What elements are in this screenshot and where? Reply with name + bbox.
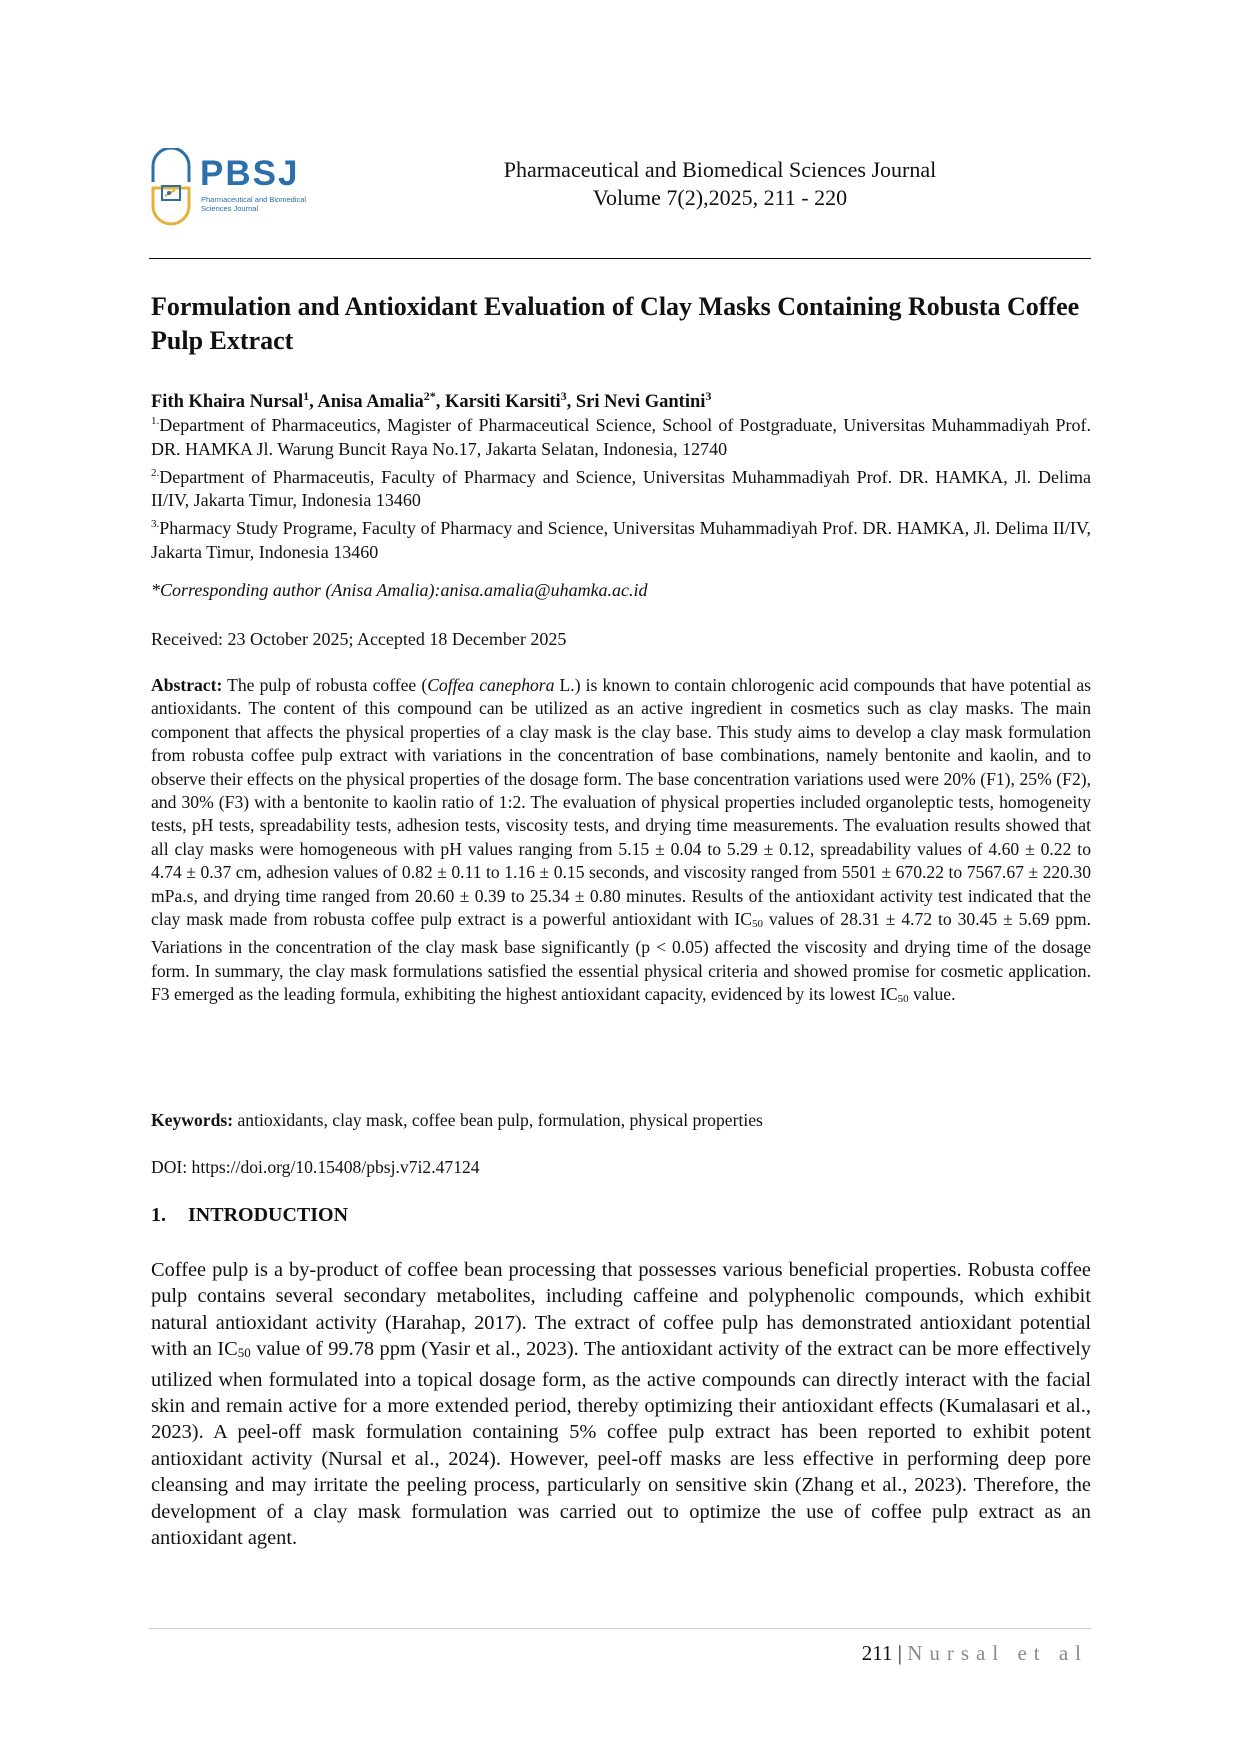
abstract: [151, 674, 1091, 1012]
logo-wordmark: PBSJ: [200, 154, 300, 193]
paragraph-text: value of 99.78 ppm (Yasir et al., 2023). The antioxidant activity of the extract can be more effectively utilized when formulated into a topical dosage form, as the active compounds can directly interact with the facial skin and remain active for a more extended period, thereby optimizing their antioxidant effects (Kumalasari et al., 2023). A peel-off mask formulation containing 5% coffee pulp extract has been reported to exhibit potent antioxidant activity (Nursal et al., 2024). However, peel-off masks are less effective in performing deep pore cleansing and may irritate the peeling process, particularly on sensitive skin (Zhang et al., 2023). Therefore, the development of a clay mask formulation was carried out to optimize the use of coffee pulp extract as an antioxidant agent.: [151, 1338, 1091, 1550]
keywords-text: antioxidants, clay mask, coffee bean pulp, formulation, physical properties: [233, 1110, 763, 1130]
journal-logo: [148, 148, 308, 228]
affiliation-list: [151, 410, 1091, 565]
paper-title: Formulation and Antioxidant Evaluation of Clay Masks Containing Robusta Coffee Pulp Extract: [151, 292, 1080, 355]
running-author: Nursal et al: [907, 1641, 1088, 1665]
affiliation-number: 2.: [151, 466, 160, 479]
footer-divider: [149, 1628, 1091, 1629]
affiliation: [151, 410, 1091, 462]
footer-separator: |: [892, 1641, 908, 1665]
affiliation: [151, 462, 1091, 514]
affiliation: [151, 513, 1091, 565]
abstract-label: Abstract:: [151, 675, 223, 695]
subscript: 50: [237, 1345, 251, 1361]
affiliation-text: Department of Pharmaceutis, Faculty of Pharmacy and Science, Universitas Muhammadiyah Prof. DR. HAMKA, Jl. Delima II/IV, Jakarta Timur, Indonesia 13460: [151, 466, 1091, 511]
species-name: Coffea canephora: [427, 675, 555, 695]
author-name: Sri Nevi Gantini: [575, 392, 706, 413]
author-affiliation-marker: 3: [705, 389, 712, 403]
journal-name: Pharmaceutical and Biomedical Sciences Journal: [503, 157, 937, 182]
subscript: 50: [897, 993, 909, 1006]
author-list: Fith Khaira Nursal$^1$, Anisa Amalia$^{2*}$, Karsiti Karsiti$^3$, Sri Nevi Gantini$^3$: [151, 389, 712, 413]
keywords: [151, 1108, 1091, 1132]
journal-volume: Volume 7(2),2025, 211 - 220: [592, 185, 848, 210]
author-name: Karsiti Karsiti: [445, 392, 561, 413]
keywords-label: Keywords:: [151, 1110, 234, 1130]
affiliation-number: 3.: [151, 518, 160, 531]
affiliation-number: 1.: [151, 415, 160, 427]
abstract-text: L.) is known to contain chlorogenic acid compounds that have potential as antioxidants. The content of this compound can be utilized as an active ingredient in cosmetics such as clay masks. The main component that affects the physical properties of a clay mask is the clay base. This study aims to develop a clay mask formulation from robusta coffee pulp extract with variations in the concentration of base combinations, namely bentonite and kaolin, and to observe their effects on the physical properties of the dosage form. The base concentration variations used were 20% (F1), 25% (F2), and 30% (F3) with a bentonite to kaolin ratio of 1:2. The evaluation of physical properties included organoleptic tests, homogeneity tests, pH tests, spreadability tests, adhesion tests, viscosity tests, and drying time measurements. The evaluation results showed that all clay masks were homogeneous with pH values ranging from 5.15 ± 0.04 to 5.29 ± 0.12, spreadability values of 4.60 ± 0.22 to 4.74 ± 0.37 cm, adhesion values of 0.82 ± 0.11 to 1.16 ± 0.15 seconds, and viscosity ranged from 5501 ± 670.22 to 7567.67 ± 220.30 mPa.s, and drying time ranged from 20.60 ± 0.39 to 25.34 ± 0.80 minutes. Results of the antioxidant activity test indicated that the clay mask made from robusta coffee pulp extract is a powerful antioxidant with IC: [151, 675, 1092, 930]
author-affiliation-marker: 3: [560, 389, 567, 403]
author-affiliation-marker: 1: [303, 389, 310, 403]
subscript: 50: [752, 918, 764, 931]
author-name: Fith Khaira Nursal: [151, 392, 304, 413]
journal-header: [380, 156, 1060, 212]
affiliation-text: Pharmacy Study Programe, Faculty of Pharmacy and Science, Universitas Muhammadiyah Prof. DR. HAMKA, Jl. Delima II/IV, Jakarta Timur, Indonesia 13460: [151, 518, 1091, 562]
abstract-text: values of 28.31 ± 4.72 to 30.45 ± 5.69 ppm. Variations in the concentration of the clay mask base significantly (p < 0.05) affected the viscosity and drying time of the dosage form. In summary, the clay mask formulations satisfied the essential physical criteria and showed promise for cosmetic application. F3 emerged as the leading formula, exhibiting the highest antioxidant capacity, evidenced by its lowest IC: [151, 909, 1091, 1005]
capsule-logo-icon: [148, 148, 198, 228]
page-footer: [862, 1640, 1088, 1666]
corresponding-author: *Corresponding author (Anisa Amalia):anisa.amalia@uhamka.ac.id: [151, 580, 648, 600]
paragraph-text: Coffee pulp is a by-product of coffee bean processing that possesses various beneficial properties. Robusta coffee pulp contains several secondary metabolites, including caffeine and polyphenolic compounds, which exhibit natural antioxidant activity (Harahap, 2017). The extract of coffee pulp has demonstrated antioxidant potential with an IC: [151, 1259, 1091, 1361]
author-affiliation-marker: 2*: [423, 389, 436, 403]
abstract-text: The pulp of robusta coffee (: [222, 675, 428, 695]
section-title: INTRODUCTION: [188, 1204, 349, 1226]
logo-subtitle: Pharmaceutical and Biomedical Sciences Journal: [201, 195, 307, 213]
affiliation-text: Department of Pharmaceutics, Magister of Pharmaceutical Science, School of Postgraduate, Universitas Muhammadiyah Prof. DR. HAMKA Jl. Warung Buncit Raya No.17, Jakarta Selatan, Indonesia, 12740: [151, 415, 1091, 459]
introduction-paragraph: [151, 1257, 1091, 1551]
received-dates: Received: 23 October 2025; Accepted 18 December 2025: [151, 629, 567, 649]
header-divider: [149, 258, 1091, 259]
page-number: 211: [861, 1641, 893, 1665]
doi-link[interactable]: DOI: https://doi.org/10.15408/pbsj.v7i2.47124: [151, 1157, 480, 1177]
author-name: Anisa Amalia: [317, 392, 424, 413]
section-heading: [151, 1202, 1091, 1228]
abstract-text: value.: [908, 984, 956, 1005]
section-number: 1.: [151, 1204, 166, 1226]
